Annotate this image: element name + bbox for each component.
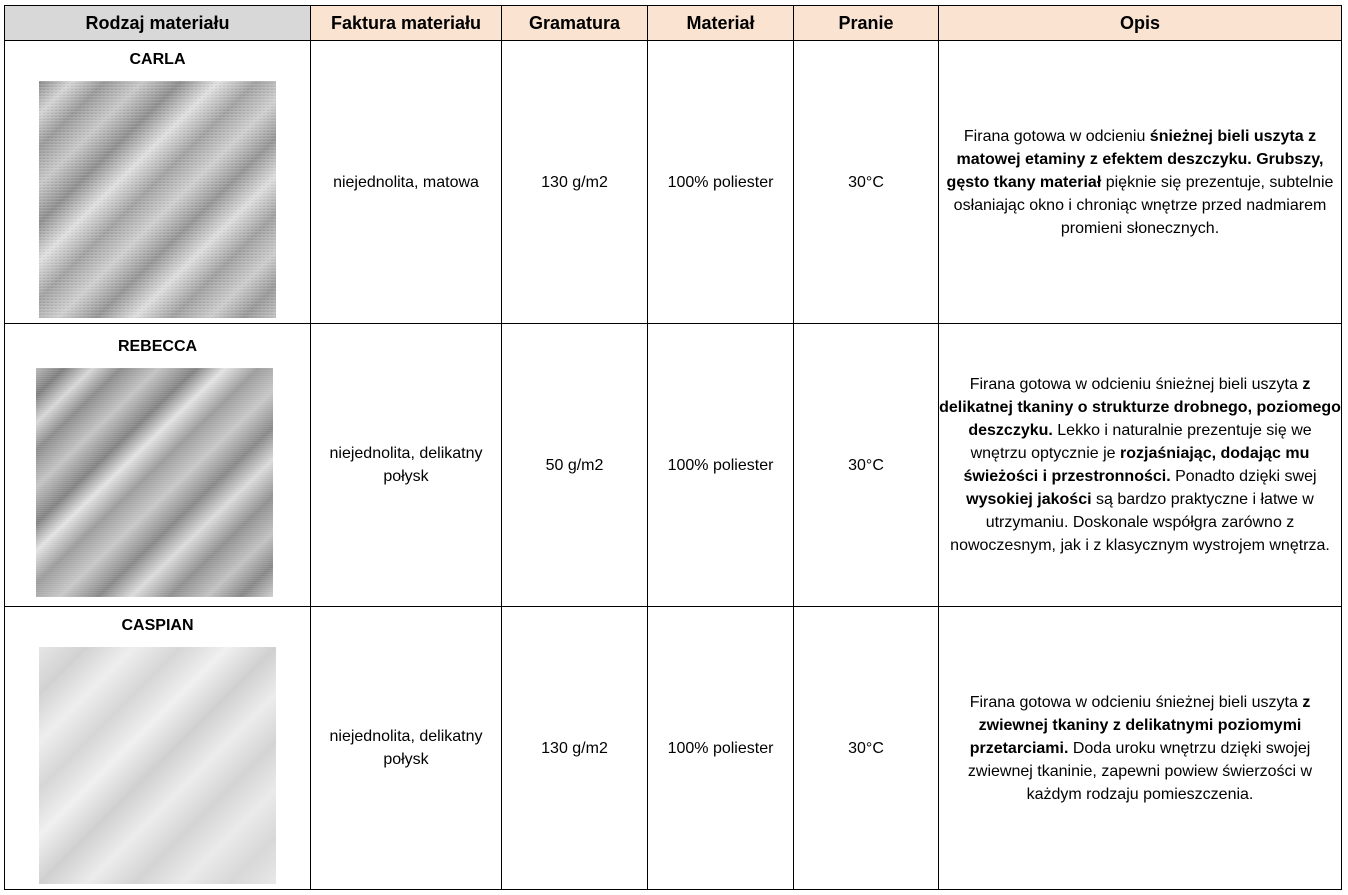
material-cell: 100% poliester <box>648 324 794 607</box>
fabric-swatch-image <box>36 368 273 597</box>
header-grammage: Gramatura <box>502 6 648 41</box>
material-cell: 100% poliester <box>648 607 794 890</box>
table-row <box>5 607 1342 890</box>
material-type-cell <box>5 41 311 324</box>
texture-cell: niejednolita, matowa <box>311 41 502 324</box>
description-cell: Firana gotowa w odcieniu śnieżnej bieli uszyta z matowej etaminy z efektem deszczyku. Grubszy, gęsto tkany materiał pięknie się prezentuje, subtelnie osłaniając okno i chroniąc wnętrze przed nadmiarem promieni słonecznych. <box>939 41 1342 324</box>
washing-cell: 30°C <box>794 607 939 890</box>
washing-cell: 30°C <box>794 324 939 607</box>
header-row <box>5 6 1342 41</box>
description-cell: Firana gotowa w odcieniu śnieżnej bieli uszyta z zwiewnej tkaniny z delikatnymi poziomymi przetarciami. Doda uroku wnętrzu dzięki swojej zwiewnej tkaninie, zapewni powiew świerzości w każdym rodzaju pomieszczenia. <box>939 607 1342 890</box>
material-type-cell <box>5 607 311 890</box>
material-name: CASPIAN <box>121 616 194 634</box>
header-material: Materiał <box>648 6 794 41</box>
grammage-cell: 130 g/m2 <box>502 41 648 324</box>
product-comparison-table <box>4 5 1342 890</box>
material-cell: 100% poliester <box>648 41 794 324</box>
grammage-cell: 50 g/m2 <box>502 324 648 607</box>
header-texture: Faktura materiału <box>311 6 502 41</box>
table-row <box>5 41 1342 324</box>
header-material-type: Rodzaj materiału <box>5 6 311 41</box>
texture-cell: niejednolita, delikatny połysk <box>311 324 502 607</box>
fabric-swatch-image <box>39 647 276 884</box>
header-washing: Pranie <box>794 6 939 41</box>
description-cell: Firana gotowa w odcieniu śnieżnej bieli uszyta z delikatnej tkaniny o strukturze drobnego, poziomego deszczyku. Lekko i naturalnie prezentuje się we wnętrzu optycznie je rozjaśniając, dodając mu świeżości i przestronności. Ponadto dzięki swej wysokiej jakości są bardzo praktyczne i łatwe w utrzymaniu. Doskonale współgra zarówno z nowoczesnym, jak i z klasycznym wystrojem wnętrza. <box>939 324 1342 607</box>
table-row <box>5 324 1342 607</box>
texture-cell: niejednolita, delikatny połysk <box>311 607 502 890</box>
grammage-cell: 130 g/m2 <box>502 607 648 890</box>
header-description: Opis <box>939 6 1342 41</box>
fabric-swatch-image <box>39 81 276 318</box>
material-type-cell <box>5 324 311 607</box>
material-name: REBECCA <box>117 337 198 355</box>
material-name: CARLA <box>129 50 186 68</box>
washing-cell: 30°C <box>794 41 939 324</box>
